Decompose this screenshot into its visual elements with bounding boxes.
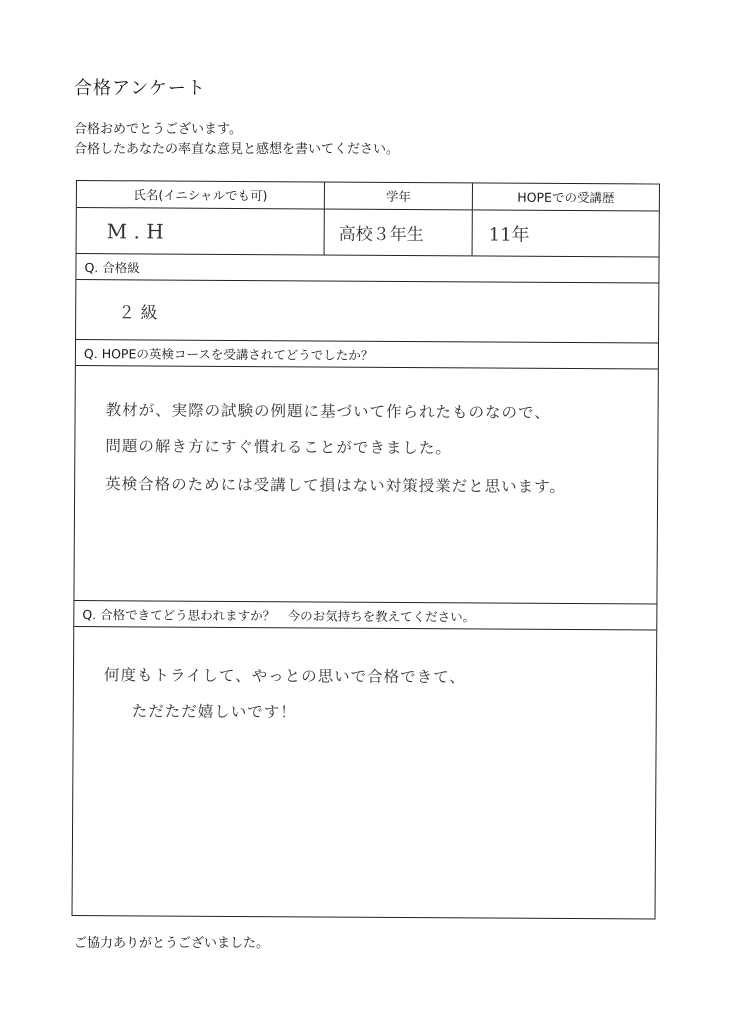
answer-line: 何度もトライして、やっとの思いで合格できて、 [103,666,466,687]
answer-line: ただただ嬉しいです！ [131,702,297,722]
history-header: HOPEでの受講歴 [517,189,615,206]
answer-course-impression [74,366,657,605]
name-value: M . H [77,208,325,255]
answer-line: ２ 級 [118,303,158,324]
table-header-row [77,181,659,212]
intro-text [74,120,399,160]
intro-line-2: 合格したあなたの率直な意見と感想を書いてください。 [74,142,400,157]
question-feelings: Q. 合格できてどう思われますか？ 今のお気持ちを教えてください。 [74,601,656,631]
question-course-impression: Q. HOPEの英検コースを受講されてどうでしたか？ [76,340,658,370]
survey-title: 合格アンケート [74,78,206,99]
survey-form [72,180,660,920]
grade-value: 高校３年生 [325,210,473,256]
answer-passed-level [76,280,658,344]
question-passed-level: Q. 合格級 [76,254,658,284]
name-header: 氏名(イニシャルでも可) [77,181,325,209]
answer-line: 教材が、実際の試験の例題に基づいて作られたものなので、 [105,401,551,422]
answer-feelings [72,627,656,921]
footer-thanks: ご協力ありがとうございました。 [74,936,270,951]
history-value: 11年 [488,224,530,246]
answer-line: 問題の解き方にすぐ慣れることができました。 [105,437,452,458]
intro-line-1: 合格おめでとうございます。 [74,122,242,137]
table-value-row [77,208,659,258]
answer-line: 英検合格のためには受講して損はない対策授業だと思います。 [105,475,566,496]
grade-header: 学年 [325,183,473,210]
